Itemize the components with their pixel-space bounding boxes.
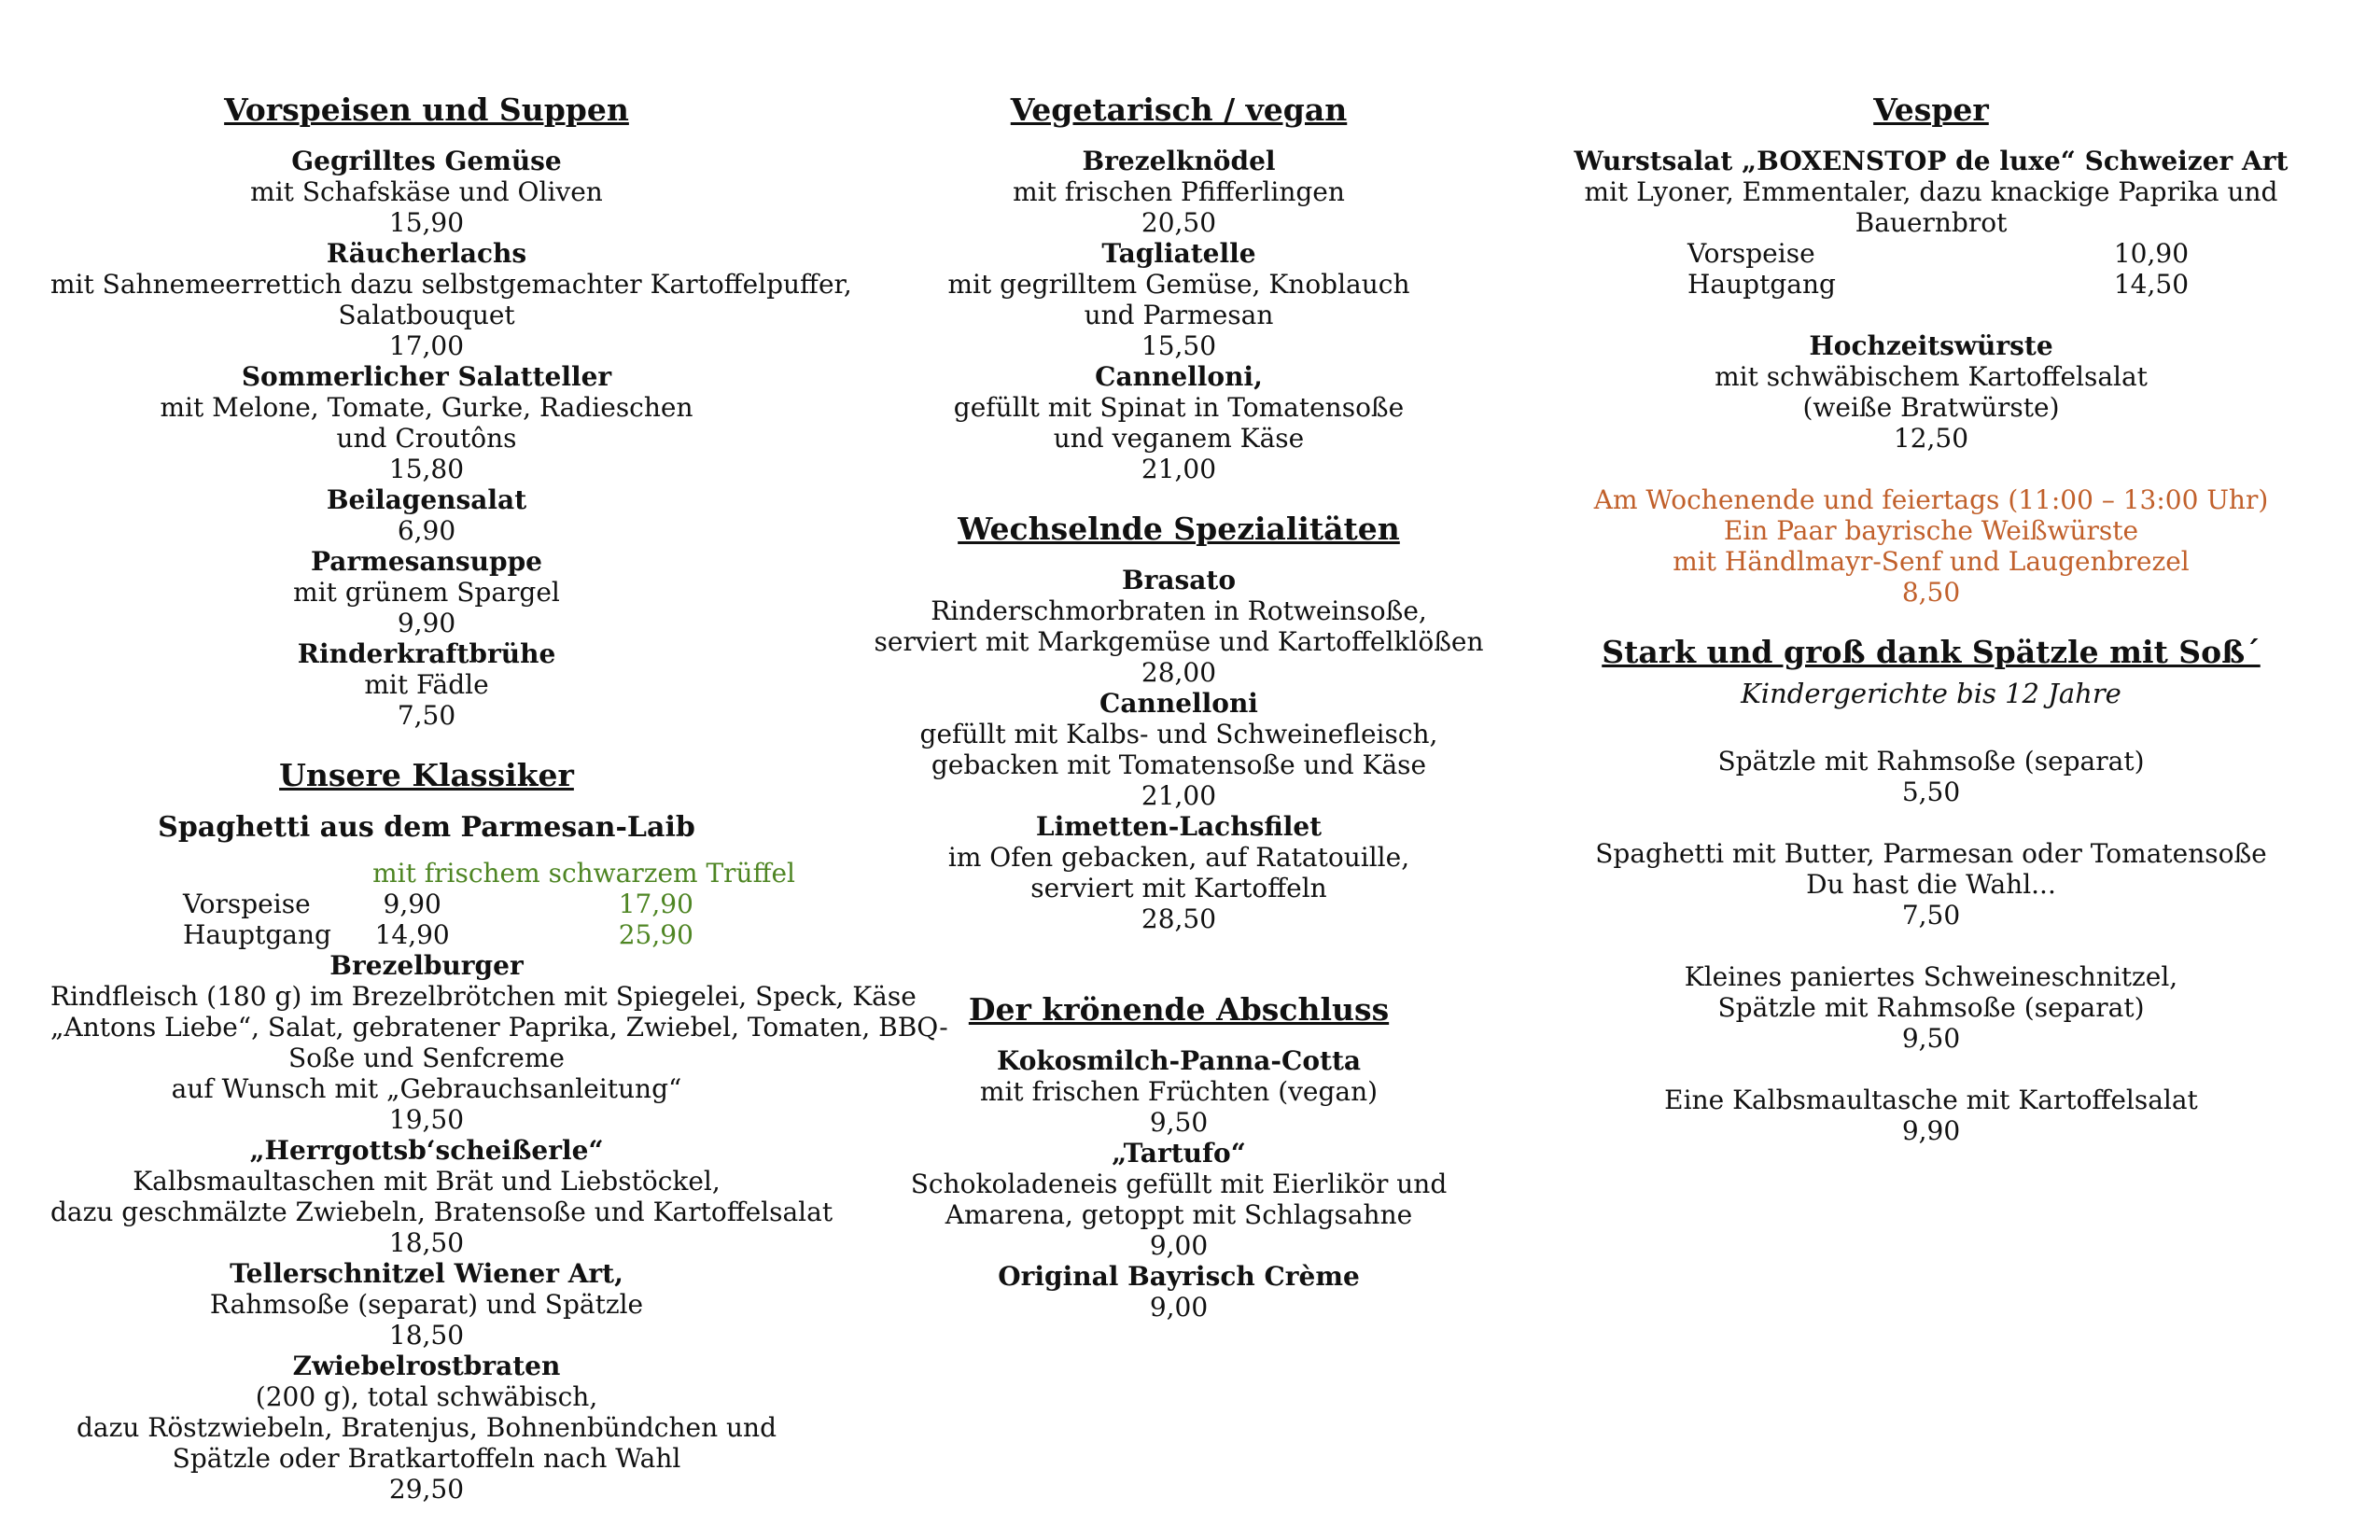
dish-name: Hochzeitswürste — [1809, 330, 2053, 361]
dish-description-line: mit schwäbischem Kartoffelsalat — [1715, 361, 2148, 392]
dish-description-line: mit Schafskäse und Oliven — [250, 176, 603, 207]
dish-name: Wurstsalat „BOXENSTOP de luxe“ Schweizer Art — [1574, 146, 2289, 176]
dish-description-line: „Antons Liebe“, Salat, gebratener Paprika, Zwiebel, Tomaten, BBQ- — [50, 1012, 948, 1043]
menu-dish — [50, 546, 803, 638]
dish-name: Brezelknödel — [1082, 146, 1276, 176]
spacer — [1555, 931, 2307, 961]
menu-dish — [803, 1261, 1555, 1323]
section-heading: Wechselnde Spezialitäten — [958, 511, 1400, 547]
menu-dish — [1555, 838, 2307, 931]
menu-dish — [803, 688, 1555, 811]
dish-description-line: dazu Röstzwiebeln, Bratenjus, Bohnenbündchen und — [76, 1412, 777, 1443]
menu-dish — [1555, 146, 2307, 238]
truffle-price-value: 25,90 — [618, 919, 693, 950]
dish-description-line: Eine Kalbsmaultasche mit Kartoffelsalat — [1664, 1085, 2198, 1115]
price-value: 10,90 — [2113, 238, 2190, 269]
dish-name: „Herrgottsb‘scheißerle“ — [249, 1135, 604, 1166]
dish-description-line: (weiße Bratwürste) — [1802, 392, 2060, 423]
weisswurst-special-note — [1555, 484, 2307, 608]
dish-description-line: Salatbouquet — [338, 300, 515, 330]
dish-price: 18,50 — [388, 1320, 465, 1351]
dish-description-line: Soße und Senfcreme — [287, 1043, 565, 1073]
menu-dish — [50, 1258, 803, 1351]
dish-description-line: Schokoladeneis gefüllt mit Eierlikör und — [910, 1169, 1448, 1199]
menu-dish — [50, 1351, 803, 1505]
spacer — [803, 934, 1555, 965]
dish-description-line: Du hast die Wahl... — [1806, 869, 2056, 900]
price-row — [1555, 269, 2307, 300]
dish-description-line: Spätzle mit Rahmsoße (separat) — [1717, 992, 2145, 1023]
dish-name: Kokosmilch-Panna-Cotta — [996, 1045, 1362, 1076]
dish-description-line: (200 g), total schwäbisch, — [255, 1381, 598, 1412]
truffle-price-value: 17,90 — [618, 889, 693, 919]
dish-price: 28,00 — [1141, 657, 1217, 688]
dish-name: Original Bayrisch Crème — [998, 1261, 1360, 1292]
dish-name: Rinderkraftbrühe — [297, 638, 556, 669]
dish-price: 9,50 — [1149, 1107, 1209, 1138]
section-heading: Stark und groß dank Spätzle mit Soß´ — [1602, 634, 2261, 670]
menu-dish — [50, 484, 803, 546]
dish-description-line: mit Fädle — [364, 669, 489, 700]
dish-name: Sommerlicher Salatteller — [241, 361, 612, 392]
dish-description-line: Kalbsmaultaschen mit Brät und Liebstöckel, — [133, 1166, 721, 1197]
note-price: 8,50 — [1901, 577, 1961, 608]
dish-price: 15,90 — [388, 207, 465, 238]
dish-name: Brezelburger — [329, 950, 524, 981]
dish-description-line: Spätzle oder Bratkartoffeln nach Wahl — [172, 1443, 681, 1474]
dish-description-line: dazu geschmälzte Zwiebeln, Bratensoße und Kartoffelsalat — [50, 1197, 833, 1227]
section-heading: Vegetarisch / vegan — [1010, 91, 1348, 128]
dish-description-line: Kleines paniertes Schweineschnitzel, — [1684, 961, 2178, 992]
dish-name: „Tartufo“ — [1112, 1138, 1246, 1169]
menu-dish — [803, 565, 1555, 688]
dish-description-line: im Ofen gebacken, auf Ratatouille, — [947, 842, 1410, 873]
price-value: 14,50 — [2113, 269, 2190, 300]
price-row — [1555, 238, 2307, 269]
price-value: 14,90 — [374, 919, 450, 950]
dish-price: 18,50 — [388, 1227, 465, 1258]
price-label: Hauptgang — [183, 919, 331, 950]
dish-price: 7,50 — [397, 700, 456, 731]
dish-description-line: mit Melone, Tomate, Gurke, Radieschen — [160, 392, 693, 423]
dish-name: Zwiebelrostbraten — [292, 1351, 561, 1381]
dish-description-line: mit frischen Pfifferlingen — [1013, 176, 1345, 207]
dish-price: 21,00 — [1141, 780, 1217, 811]
note-line: mit Händlmayr-Senf und Laugenbrezel — [1673, 546, 2190, 577]
dish-price: 9,90 — [1901, 1115, 1961, 1146]
dish-description-line: und veganem Käse — [1053, 423, 1305, 454]
menu-dish — [803, 146, 1555, 238]
dish-name: Limetten-Lachsfilet — [1035, 811, 1323, 842]
dish-description-line: Rindfleisch (180 g) im Brezelbrötchen mit Spiegelei, Speck, Käse — [50, 981, 917, 1012]
truffle-price-table — [50, 858, 803, 950]
dish-price: 28,50 — [1141, 903, 1217, 934]
dish-price: 6,90 — [397, 515, 456, 546]
note-line: Ein Paar bayrische Weißwürste — [1723, 515, 2139, 546]
dish-price: 17,00 — [388, 330, 465, 361]
dish-price: 5,50 — [1901, 777, 1961, 807]
spacer — [1555, 715, 2307, 746]
truffle-header: mit frischem schwarzem Trüffel — [372, 858, 795, 889]
dish-description-line: mit gegrilltem Gemüse, Knoblauch — [947, 269, 1410, 300]
dish-description-line: gefüllt mit Kalbs- und Schweinefleisch, — [919, 719, 1438, 749]
menu-dish — [50, 361, 803, 484]
dish-title: Spaghetti aus dem Parmesan-Laib — [158, 811, 695, 844]
dish-name: Gegrilltes Gemüse — [291, 146, 562, 176]
menu-dish — [50, 146, 803, 238]
menu-dish — [50, 638, 803, 731]
note-line: Am Wochenende und feiertags (11:00 – 13:00 Uhr) — [1593, 484, 2269, 515]
section-heading: Vorspeisen und Suppen — [224, 91, 629, 128]
dish-price: 9,90 — [397, 608, 456, 638]
dish-description-line: mit frischen Früchten (vegan) — [979, 1076, 1379, 1107]
dish-price: 9,50 — [1901, 1023, 1961, 1054]
menu-column-left — [50, 90, 948, 1505]
dish-price: 19,50 — [388, 1104, 465, 1135]
price-table — [1555, 238, 2307, 300]
dish-price: 15,80 — [388, 454, 465, 484]
dish-description-line: gefüllt mit Spinat in Tomatensoße — [953, 392, 1405, 423]
price-row — [50, 889, 803, 919]
dish-description-line: Spaghetti mit Butter, Parmesan oder Tomatensoße — [1595, 838, 2267, 869]
menu-column-middle — [803, 90, 1555, 1323]
dish-description-line: Rahmsoße (separat) und Spätzle — [209, 1289, 644, 1320]
dish-name: Räucherlachs — [326, 238, 527, 269]
menu-dish — [1555, 746, 2307, 807]
dish-name: Cannelloni, — [1095, 361, 1263, 392]
menu-dish — [803, 238, 1555, 361]
dish-description-line: mit Sahnemeerrettich dazu selbstgemachter Kartoffelpuffer, — [50, 269, 852, 300]
menu-dish — [1555, 330, 2307, 454]
price-label: Vorspeise — [1687, 238, 1815, 269]
menu-dish — [50, 238, 852, 361]
menu-dish — [1555, 1085, 2307, 1146]
price-label: Vorspeise — [183, 889, 311, 919]
dish-description-line: gebacken mit Tomatensoße und Käse — [931, 749, 1427, 780]
section-heading: Vesper — [1873, 91, 1989, 128]
section-subheading: Kindergerichte bis 12 Jahre — [1741, 678, 2121, 709]
dish-name: Tellerschnitzel Wiener Art, — [230, 1258, 623, 1289]
dish-description-line: und Croutôns — [336, 423, 517, 454]
dish-description-line: und Parmesan — [1084, 300, 1274, 330]
section-heading: Der krönende Abschluss — [968, 991, 1390, 1028]
menu-dish — [50, 950, 948, 1135]
dish-description-line: auf Wunsch mit „Gebrauchsanleitung“ — [171, 1073, 682, 1104]
dish-description-line: mit Lyoner, Emmentaler, dazu knackige Paprika und — [1584, 176, 2278, 207]
price-row — [50, 919, 803, 950]
menu-dish — [50, 1135, 833, 1258]
dish-price: 15,50 — [1141, 330, 1217, 361]
spacer — [1555, 454, 2307, 484]
dish-description-line: Bauernbrot — [1855, 207, 2008, 238]
dish-price: 21,00 — [1141, 454, 1217, 484]
spacer — [1555, 807, 2307, 838]
dish-name: Cannelloni — [1099, 688, 1258, 719]
menu-column-right — [1555, 90, 2307, 1146]
menu-dish — [1555, 961, 2307, 1054]
menu-dish — [803, 361, 1555, 484]
spacer — [1555, 300, 2307, 330]
dish-price: 9,00 — [1149, 1292, 1209, 1323]
dish-price: 29,50 — [388, 1474, 465, 1505]
dish-description-line: serviert mit Kartoffeln — [1030, 873, 1327, 903]
dish-name: Brasato — [1121, 565, 1237, 595]
dish-name: Parmesansuppe — [311, 546, 542, 577]
menu-dish — [803, 811, 1555, 934]
dish-description-line: mit grünem Spargel — [293, 577, 560, 608]
dish-description-line: Amarena, getoppt mit Schlagsahne — [945, 1199, 1413, 1230]
dish-description-line: Spätzle mit Rahmsoße (separat) — [1717, 746, 2145, 777]
spacer — [1555, 1054, 2307, 1085]
price-value: 9,90 — [383, 889, 441, 919]
dish-price: 9,00 — [1149, 1230, 1209, 1261]
dish-name: Beilagensalat — [326, 484, 527, 515]
dish-description-line: serviert mit Markgemüse und Kartoffelklößen — [874, 626, 1484, 657]
dish-description-line: Rinderschmorbraten in Rotweinsoße, — [931, 595, 1427, 626]
dish-name: Tagliatelle — [1101, 238, 1256, 269]
dish-price: 12,50 — [1893, 423, 1969, 454]
dish-price: 7,50 — [1901, 900, 1961, 931]
menu-dish — [803, 1138, 1555, 1261]
dish-price: 20,50 — [1141, 207, 1217, 238]
menu-dish — [803, 1045, 1555, 1138]
section-heading: Unsere Klassiker — [279, 757, 574, 793]
price-label: Hauptgang — [1687, 269, 1836, 300]
